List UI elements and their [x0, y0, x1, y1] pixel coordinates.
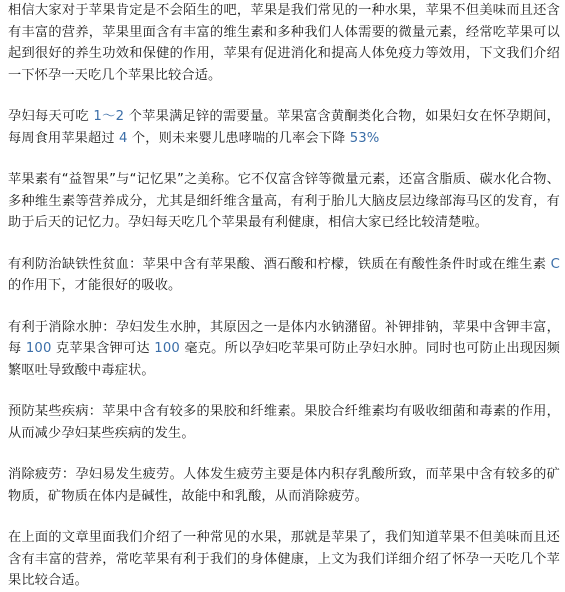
text-run: 消除疲劳：孕妇易发生疲劳。人体发生疲劳主要是体内积存乳酸所致，而苹果中含有较多的矿物质，矿物质在体内是碱性，故能中和乳酸，从而消除疲劳。	[8, 467, 560, 504]
text-run: 孕妇每天可吃	[8, 109, 94, 124]
number-asthma-percent: 53%	[349, 130, 380, 146]
text-run: 预防某些疾病：苹果中含有较多的果胶和纤维素。果胶合纤维素均有吸收细菌和毒素的作用，从而减少孕妇某些疾病的发生。	[8, 404, 560, 441]
paragraph-anemia	[8, 254, 560, 297]
paragraph-memory-fruit	[8, 169, 560, 234]
paragraph-conclusion	[8, 527, 560, 592]
number-apples-per-day: 1～2	[93, 109, 125, 124]
number-milligrams: 100	[154, 341, 180, 356]
text-run: 相信大家对于苹果肯定是不会陌生的吧，苹果是我们常见的一种水果，苹果不但美味而且还含有丰富的营养，苹果里面含有丰富的维生素和多种我们人体需要的微量元素，经常吃苹果可以起到很好的养生功效和保健的作用，苹果有促进消化和提高人体免疫力等效用，下文我们介绍一下怀孕一天吃几个苹果比较合适。	[8, 3, 560, 83]
paragraph-fatigue	[8, 464, 560, 507]
number-apples-per-week: 4	[119, 130, 128, 146]
text-run: 在上面的文章里面我们介绍了一种常见的水果，那就是苹果了，我们知道苹果不但美味而且还含有丰富的营养，常吃苹果有利于我们的身体健康，上文为我们详细介绍了怀孕一天吃几个苹果比较合适。	[8, 530, 560, 588]
paragraph-edema	[8, 317, 560, 382]
text-run: 苹果素有“益智果”与“记忆果”之美称。它不仅富含锌等微量元素，还富含脂质、碳水化合物、多种维生素等营养成分，尤其是细纤维含量高，有利于胎儿大脑皮层边缘部海马区的发育，有助于后天的记忆力。孕妇每天吃几个苹果最有利健康，相信大家已经比较清楚啦。	[8, 172, 560, 230]
vitamin-letter: C	[550, 256, 560, 272]
text-run: 克苹果含钾可达	[51, 341, 155, 356]
text-run: 毫克。所以孕妇吃苹果可防止孕妇水肿。同时也可防止出现因频繁呕吐导致酸中毒症状。	[8, 341, 561, 378]
text-run: 的作用下，才能很好的吸收。	[8, 278, 182, 293]
paragraph-daily-amount	[8, 106, 560, 149]
paragraph-disease-prevention	[8, 401, 560, 444]
paragraph-intro	[8, 0, 560, 86]
text-run: 个，则未来婴儿患哮喘的几率会下降	[127, 130, 350, 146]
text-run: 有利防治缺铁性贫血：苹果中含有苹果酸、酒石酸和柠檬，铁质在有酸性条件时或在维生素	[8, 256, 551, 272]
text-run: 有利于消除水肿：孕妇发生水肿，其原因之一是体内水钠潴留。补钾排钠，苹果中含钾丰富，每	[8, 319, 560, 356]
number-grams: 100	[25, 341, 52, 356]
text-run: 个苹果满足锌的需要量。苹果富含黄酮类化合物，如果妇女在怀孕期间，每周食用苹果超过	[8, 109, 560, 146]
article-body	[8, 0, 560, 592]
